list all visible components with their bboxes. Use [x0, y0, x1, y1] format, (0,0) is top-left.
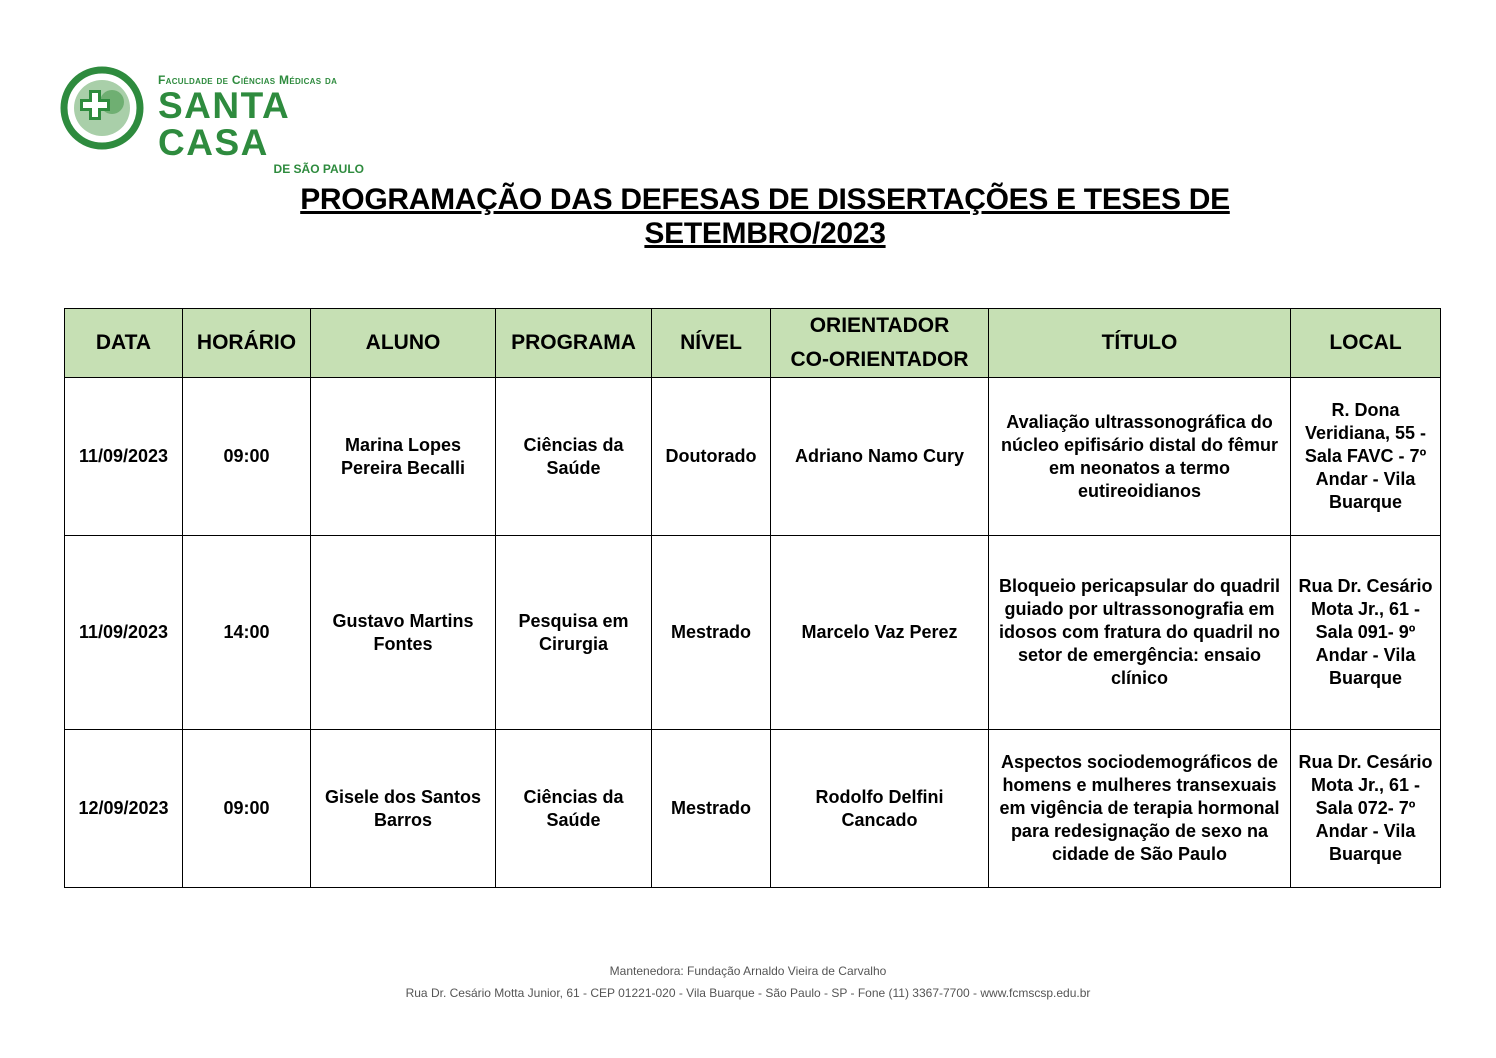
footer-mantenedora: Mantenedora: Fundação Arnaldo Vieira de Carvalho [609, 964, 887, 978]
header-programa: PROGRAMA [496, 309, 652, 378]
page-footer [0, 960, 1496, 1004]
cell-orientador: Rodolfo Delfini Cancado [771, 730, 989, 888]
cell-local: R. Dona Veridiana, 55 - Sala FAVC - 7º Andar - Vila Buarque [1291, 378, 1441, 536]
santa-casa-emblem-icon [60, 66, 146, 150]
cell-orientador: Marcelo Vaz Perez [771, 536, 989, 730]
header-orientador [771, 309, 989, 378]
cell-titulo: Avaliação ultrassonográfica do núcleo epifisário distal do fêmur em neonatos a termo eutireoidianos [989, 378, 1291, 536]
cell-aluno: Gisele dos Santos Barros [311, 730, 496, 888]
cell-data: 11/09/2023 [65, 378, 183, 536]
footer-address: Rua Dr. Cesário Motta Junior, 61 - CEP 01221-020 - Vila Buarque - São Paulo - SP - Fone (11) 3367-7700 - www.fcmscsp.edu.br [405, 986, 1091, 1000]
cell-horario: 09:00 [183, 730, 311, 888]
header-aluno: ALUNO [311, 309, 496, 378]
cell-titulo: Aspectos sociodemográficos de homens e mulheres transexuais em vigência de terapia hormonal para redesignação de sexo na cidade de São Paulo [989, 730, 1291, 888]
table-row [65, 730, 1441, 888]
cell-nivel: Mestrado [652, 536, 771, 730]
cell-data: 12/09/2023 [65, 730, 183, 888]
cell-programa: Ciências da Saúde [496, 378, 652, 536]
header-nivel: NÍVEL [652, 309, 771, 378]
defense-schedule-table [64, 308, 1441, 888]
table-row [65, 378, 1441, 536]
cell-local: Rua Dr. Cesário Mota Jr., 61 - Sala 072- 7º Andar - Vila Buarque [1291, 730, 1441, 888]
logo-line-faculdade: Faculdade de Ciências Médicas da [158, 73, 338, 87]
cell-nivel: Doutorado [652, 378, 771, 536]
cell-orientador: Adriano Namo Cury [771, 378, 989, 536]
cell-local: Rua Dr. Cesário Mota Jr., 61 - Sala 091- 9º Andar - Vila Buarque [1291, 536, 1441, 730]
logo-line-santa-casa: SANTA CASA [158, 85, 289, 163]
cell-programa: Ciências da Saúde [496, 730, 652, 888]
institution-logo [60, 66, 380, 176]
header-coorientador-label: CO-ORIENTADOR [790, 348, 969, 371]
cell-aluno: Gustavo Martins Fontes [311, 536, 496, 730]
cell-nivel: Mestrado [652, 730, 771, 888]
header-horario: HORÁRIO [183, 309, 311, 378]
header-titulo: TÍTULO [989, 309, 1291, 378]
page-title-line1: PROGRAMAÇÃO DAS DEFESAS DE DISSERTAÇÕES E TESES DE [300, 183, 1230, 216]
logo-line-sao-paulo: DE SÃO PAULO [273, 162, 364, 176]
header-orientador-label: ORIENTADOR [809, 314, 950, 337]
table-row [65, 536, 1441, 730]
header-data: DATA [65, 309, 183, 378]
header-local: LOCAL [1291, 309, 1441, 378]
cell-programa: Pesquisa em Cirurgia [496, 536, 652, 730]
table-header-row [65, 309, 1441, 378]
cell-titulo: Bloqueio pericapsular do quadril guiado por ultrassonografia em idosos com fratura do quadril no setor de emergência: ensaio clínico [989, 536, 1291, 730]
cell-data: 11/09/2023 [65, 536, 183, 730]
cell-aluno: Marina Lopes Pereira Becalli [311, 378, 496, 536]
cell-horario: 09:00 [183, 378, 311, 536]
page-title [150, 183, 1380, 251]
page-title-line2: SETEMBRO/2023 [644, 217, 886, 250]
cell-horario: 14:00 [183, 536, 311, 730]
